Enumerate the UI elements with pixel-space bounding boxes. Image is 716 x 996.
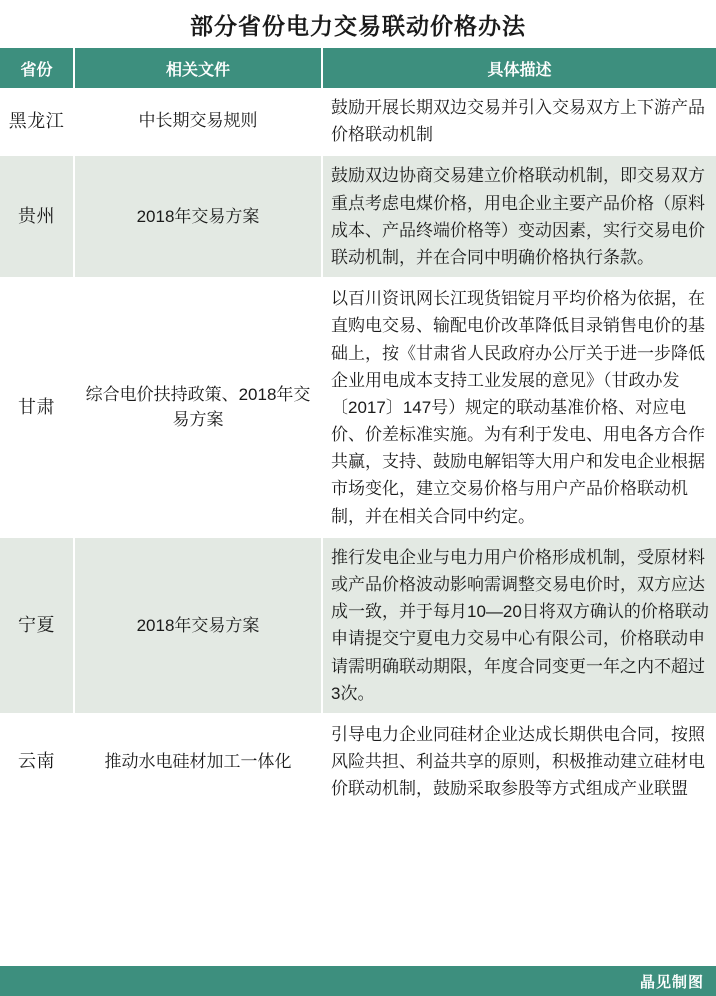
cell-document: 2018年交易方案 [74,155,322,278]
cell-province: 宁夏 [0,537,74,714]
cell-province: 黑龙江 [0,88,74,155]
cell-document: 中长期交易规则 [74,88,322,155]
table-header [0,48,716,88]
table-header-row [0,48,716,88]
table-row [0,155,716,278]
table-row [0,88,716,155]
cell-description: 鼓励开展长期双边交易并引入交易双方上下游产品价格联动机制 [322,88,716,155]
column-header-province: 省份 [0,48,74,88]
page-title: 部分省份电力交易联动价格办法 [190,12,526,39]
document-title-bar [0,0,716,48]
column-header-document: 相关文件 [74,48,322,88]
cell-description: 推行发电企业与电力用户价格形成机制，受原材料或产品价格波动影响需调整交易电价时，双方应达成一致，并于每月10—20日将双方确认的价格联动申请提交宁夏电力交易中心有限公司，价格联动申请需明确联动期限，年度合同变更一年之内不超过3次。 [322,537,716,714]
footer-credit: 晶见制图 [639,973,704,991]
table-row [0,278,716,537]
cell-description: 鼓励双边协商交易建立价格联动机制，即交易双方重点考虑电煤价格，用电企业主要产品价格（原料成本、产品终端价格等）变动因素，实行交易电价联动机制，并在合同中明确价格执行条款。 [322,155,716,278]
cell-document: 综合电价扶持政策、2018年交易方案 [74,278,322,537]
column-header-description: 具体描述 [322,48,716,88]
table-row [0,537,716,714]
table-body [0,88,716,810]
cell-document: 推动水电硅材加工一体化 [74,714,322,810]
table-row [0,714,716,810]
footer-bar [0,966,716,996]
policy-table [0,48,716,811]
cell-document: 2018年交易方案 [74,537,322,714]
cell-province: 甘肃 [0,278,74,537]
cell-province: 贵州 [0,155,74,278]
cell-description: 以百川资讯网长江现货铝锭月平均价格为依据，在直购电交易、输配电价改革降低目录销售电价的基础上，按《甘肃省人民政府办公厅关于进一步降低企业用电成本支持工业发展的意见》（甘政办发〔2017〕147号）规定的联动基准价格、对应电价、价差标准实施。为有利于发电、用电各方合作共赢，支持、鼓励电解铝等大用户和发电企业根据市场变化，建立交易价格与用户产品价格联动机制，并在相关合同中约定。 [322,278,716,537]
cell-description: 引导电力企业同硅材企业达成长期供电合同，按照风险共担、利益共享的原则，积极推动建立硅材电价联动机制，鼓励采取参股等方式组成产业联盟 [322,714,716,810]
cell-province: 云南 [0,714,74,810]
